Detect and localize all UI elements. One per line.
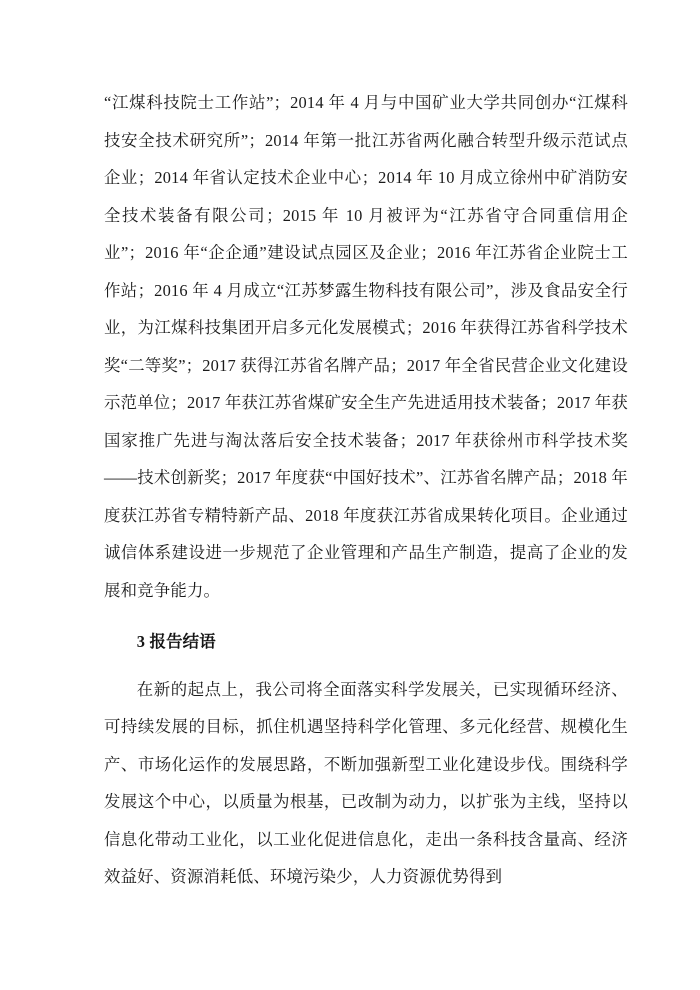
document-body <box>104 84 628 896</box>
conclusion-paragraph: 在新的起点上，我公司将全面落实科学发展关，已实现循环经济、可持续发展的目标，抓住机遇坚持科学化管理、多元化经营、规模化生产、市场化运作的发展思路，不断加强新型工业化建设步伐。围绕科学发展这个中心，以质量为根基，已改制为动力，以扩张为主线，坚持以信息化带动工业化，以工业化促进信息化，走出一条科技含量高、经济效益好、资源消耗低、环境污染少，人力资源优势得到 <box>104 679 628 886</box>
section-3-heading: 3 报告结语 <box>136 632 216 651</box>
paragraph-spacer <box>104 609 628 623</box>
honors-paragraph: “江煤科技院士工作站”；2014 年 4 月与中国矿业大学共同创办“江煤科技安全技术研究所”；2014 年第一批江苏省两化融合转型升级示范试点企业；2014 年省认定技术企业中心；2014 年 10 月成立徐州中矿消防安全技术装备有限公司；2015 年 10 月被评为“江苏省守合同重信用企业”；2016 年“企企通”建设试点园区及企业；2016 年江苏省企业院士工作站；2016 年 4 月成立“江苏梦露生物科技有限公司”，涉及食品安全行业，为江煤科技集团开启多元化发展模式；2016 年获得江苏省科学技术奖“二等奖”；2017 获得江苏省名牌产品；2017 年全省民营企业文化建设示范单位；2017 年获江苏省煤矿安全生产先进适用技术装备；2017 年获国家推广先进与淘汰落后安全技术装备；2017 年获徐州市科学技术奖——技术创新奖；2017 年度获“中国好技术”、江苏省名牌产品；2018 年度获江苏省专精特新产品、2018 年度获江苏省成果转化项目。企业通过诚信体系建设进一步规范了企业管理和产品生产制造，提高了企业的发展和竞争能力。 <box>104 93 628 600</box>
heading-spacer <box>104 661 628 671</box>
